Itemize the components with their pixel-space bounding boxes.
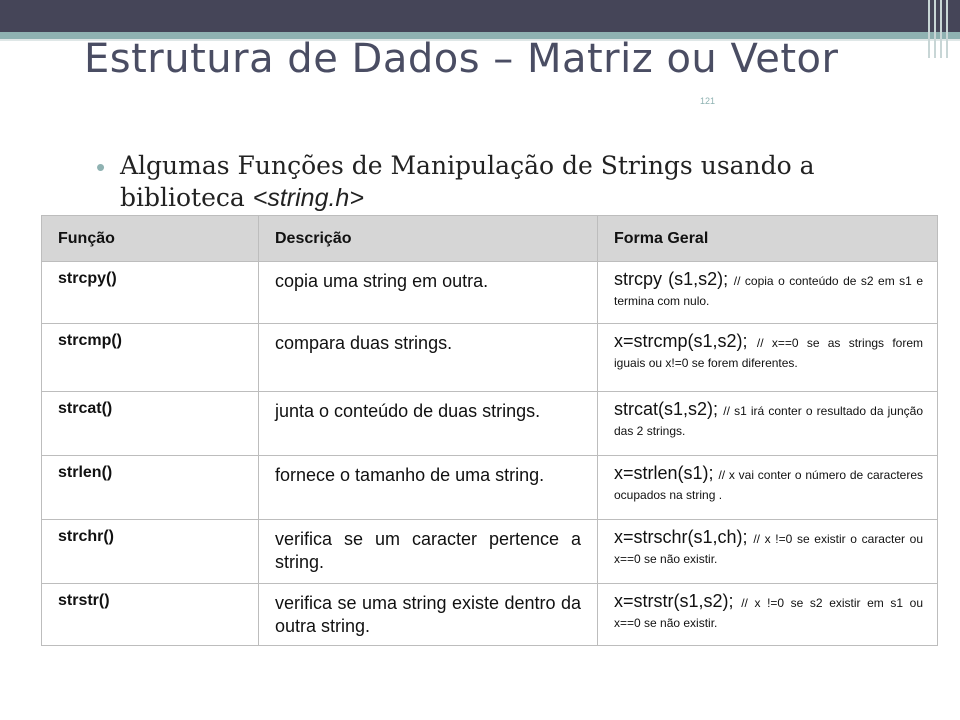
table-row bbox=[42, 392, 938, 456]
form-comment: // x !=0 se existir o caracter ou x==0 se não existir. bbox=[614, 532, 923, 566]
corner-decoration bbox=[920, 0, 960, 60]
form-comment: // x==0 se as strings forem iguais ou x!=0 se forem diferentes. bbox=[614, 336, 923, 370]
header-general-form: Forma Geral bbox=[598, 216, 938, 262]
function-form bbox=[598, 456, 938, 520]
function-description: verifica se uma string existe dentro da outra string. bbox=[259, 584, 598, 646]
table-row bbox=[42, 456, 938, 520]
function-description: junta o conteúdo de duas strings. bbox=[259, 392, 598, 456]
table-row bbox=[42, 520, 938, 584]
function-form bbox=[598, 262, 938, 324]
bullet-text bbox=[120, 150, 916, 214]
table-row bbox=[42, 324, 938, 392]
function-name: strlen() bbox=[42, 456, 259, 520]
form-comment: // s1 irá conter o resultado da junção das 2 strings. bbox=[614, 404, 923, 438]
bullet-icon: • bbox=[96, 152, 106, 182]
form-code: x=strstr(s1,s2); bbox=[614, 591, 734, 611]
form-comment: // x !=0 se s2 existir em s1 ou x==0 se não existir. bbox=[614, 596, 923, 630]
bullet-label: Algumas Funções de Manipulação de Strings usando a biblioteca bbox=[120, 151, 815, 212]
bullet-item bbox=[96, 150, 916, 214]
function-description: copia uma string em outra. bbox=[259, 262, 598, 324]
functions-table bbox=[41, 215, 938, 646]
library-name: <string.h> bbox=[252, 184, 364, 212]
function-description: compara duas strings. bbox=[259, 324, 598, 392]
form-comment: // x vai conter o número de caracteres ocupados na string . bbox=[614, 468, 923, 502]
form-code: x=strcmp(s1,s2); bbox=[614, 331, 748, 351]
function-name: strchr() bbox=[42, 520, 259, 584]
header-description: Descrição bbox=[259, 216, 598, 262]
function-name: strcat() bbox=[42, 392, 259, 456]
function-form bbox=[598, 520, 938, 584]
function-form bbox=[598, 324, 938, 392]
function-description: verifica se um caracter pertence a string. bbox=[259, 520, 598, 584]
form-code: strcat(s1,s2); bbox=[614, 399, 719, 419]
table-row bbox=[42, 584, 938, 646]
header-function: Função bbox=[42, 216, 259, 262]
form-code: x=strlen(s1); bbox=[614, 463, 714, 483]
form-comment: // copia o conteúdo de s2 em s1 e termina com nulo. bbox=[614, 274, 923, 308]
form-code: x=strschr(s1,ch); bbox=[614, 527, 748, 547]
function-name: strcmp() bbox=[42, 324, 259, 392]
function-form bbox=[598, 392, 938, 456]
table-header-row bbox=[42, 216, 938, 262]
function-description: fornece o tamanho de uma string. bbox=[259, 456, 598, 520]
function-name: strcpy() bbox=[42, 262, 259, 324]
top-bar bbox=[0, 0, 960, 32]
function-name: strstr() bbox=[42, 584, 259, 646]
slide-number: 121 bbox=[700, 96, 716, 106]
slide-title: Estrutura de Dados – Matriz ou Vetor bbox=[84, 36, 839, 82]
table-row bbox=[42, 262, 938, 324]
function-form bbox=[598, 584, 938, 646]
form-code: strcpy (s1,s2); bbox=[614, 269, 729, 289]
